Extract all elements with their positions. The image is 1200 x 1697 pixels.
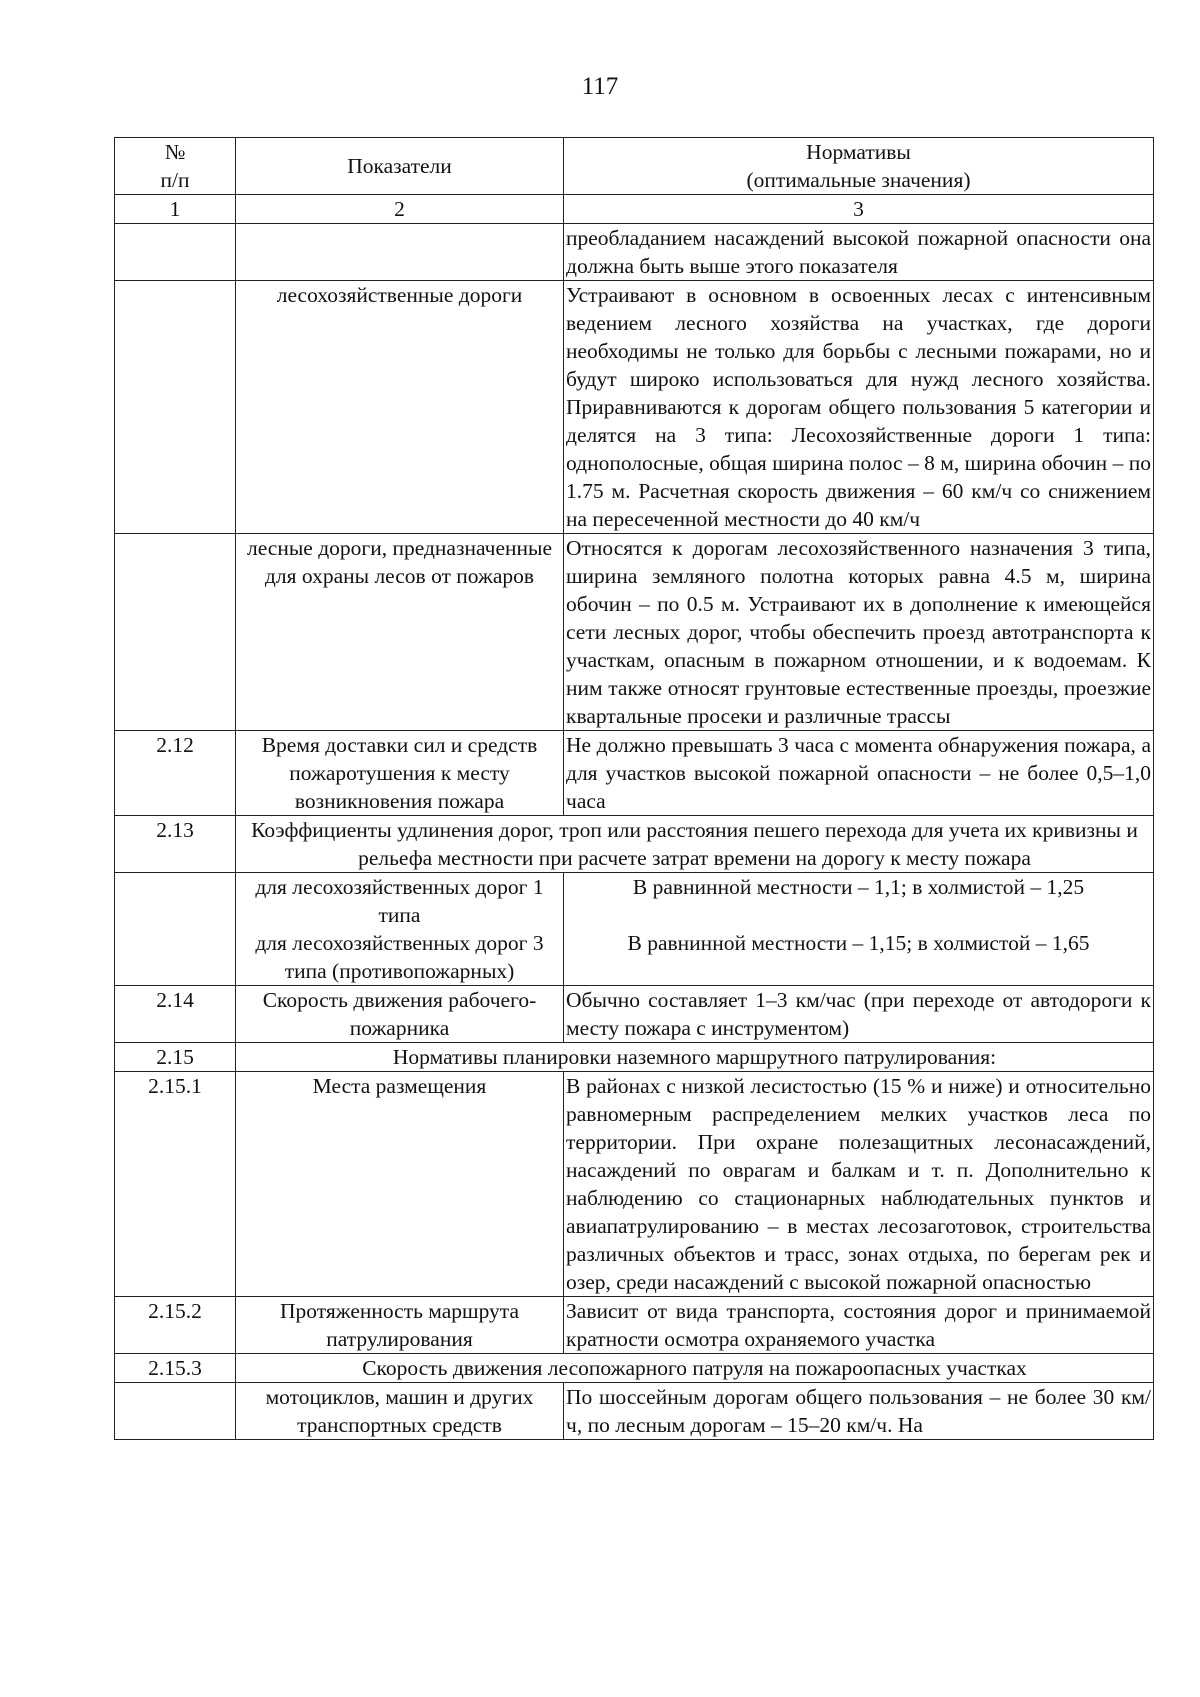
indicator-part: для лесохозяйственных дорог 3 типа (противопожарных) — [255, 931, 544, 983]
row-norm: По шоссейным дорогам общего пользования – не более 30 км/ч, по лесным дорогам – 15–20 км/ч. На — [564, 1383, 1154, 1440]
row-indicator: лесохозяйственные дороги — [236, 281, 564, 534]
table-row — [115, 873, 1154, 986]
table-row — [115, 224, 1154, 281]
row-number: 2.14 — [115, 986, 236, 1043]
table-header — [115, 138, 1154, 224]
column-number: 2 — [236, 195, 564, 224]
column-number: 3 — [564, 195, 1154, 224]
row-span-heading: Нормативы планировки наземного маршрутного патрулирования: — [236, 1043, 1154, 1072]
table-row — [115, 731, 1154, 816]
header-indicators: Показатели — [236, 138, 564, 195]
column-number-row — [115, 195, 1154, 224]
table-row — [115, 1383, 1154, 1440]
table-row — [115, 1297, 1154, 1354]
table-row — [115, 816, 1154, 873]
row-indicator: Места размещения — [236, 1072, 564, 1297]
row-number: 2.15 — [115, 1043, 236, 1072]
norm-part: В равнинной местности – 1,1; в холмистой – 1,25 — [632, 875, 1085, 899]
row-number — [115, 1383, 236, 1440]
row-number: 2.13 — [115, 816, 236, 873]
row-norm: преобладанием насаждений высокой пожарной опасности она должна быть выше этого показателя — [564, 224, 1154, 281]
row-span-heading: Коэффициенты удлинения дорог, троп или расстояния пешего перехода для учета их кривизны и рельефа местности при расчете затрат времени на дорогу к месту пожара — [236, 816, 1154, 873]
row-indicator: Время доставки сил и средств пожаротушения к месту возникновения пожара — [236, 731, 564, 816]
table-row — [115, 281, 1154, 534]
indicator-part: для лесохозяйственных дорог 1 типа — [255, 875, 544, 927]
row-number: 2.15.3 — [115, 1354, 236, 1383]
row-indicator: Протяженность маршрута патрулирования — [236, 1297, 564, 1354]
column-number: 1 — [115, 195, 236, 224]
row-number: 2.15.2 — [115, 1297, 236, 1354]
header-norms: Нормативы (оптимальные значения) — [564, 138, 1154, 195]
row-norm — [564, 873, 1154, 986]
row-indicator — [236, 224, 564, 281]
row-norm: Обычно составляет 1–3 км/час (при переходе от автодороги к месту пожара с инструментом) — [564, 986, 1154, 1043]
row-norm: Устраивают в основном в освоенных лесах с интенсивным ведением лесного хозяйства на участках, где дороги необходимы не только для борьбы с лесными пожарами, но и будут широко использоваться для нужд лесного хозяйства. Приравниваются к дорогам общего пользования 5 категории и делятся на 3 типа: Лесохозяйственные дороги 1 типа: однополосные, общая ширина полос – 8 м, ширина обочин – по 1.75 м. Расчетная скорость движения – 60 км/ч со снижением на пересеченной местности до 40 км/ч — [564, 281, 1154, 534]
row-norm: Не должно превышать 3 часа с момента обнаружения пожара, а для участков высокой пожарной опасности – не более 0,5–1,0 часа — [564, 731, 1154, 816]
table-row — [115, 986, 1154, 1043]
row-number — [115, 534, 236, 731]
row-number: 2.15.1 — [115, 1072, 236, 1297]
row-indicator: Скорость движения рабочего-пожарника — [236, 986, 564, 1043]
row-number — [115, 873, 236, 986]
row-number — [115, 224, 236, 281]
row-norm: Зависит от вида транспорта, состояния дорог и принимаемой кратности осмотра охраняемого участка — [564, 1297, 1154, 1354]
table-row — [115, 534, 1154, 731]
row-number: 2.12 — [115, 731, 236, 816]
row-norm: В районах с низкой лесистостью (15 % и ниже) и относительно равномерным распределением мелких участков леса по территории. При охране полезащитных лесонасаждений, насаждений по оврагам и балкам и т. п. Дополнительно к наблюдению со стационарных наблюдательных пунктов и авиапатрулированию – в местах лесозаготовок, строительства различных объектов и трасс, зонах отдыха, по берегам рек и озер, среди насаждений с высокой пожарной опасностью — [564, 1072, 1154, 1297]
row-indicator — [236, 873, 564, 986]
table-row — [115, 1043, 1154, 1072]
norms-table — [114, 137, 1154, 1440]
row-norm: Относятся к дорогам лесохозяйственного назначения 3 типа, ширина земляного полотна которых равна 4.5 м, ширина обочин – по 0.5 м. Устраивают их в дополнение к имеющейся сети лесных дорог, чтобы обеспечить проезд автотранспорта к участкам, опасным в пожарном отношении, и к водоемам. К ним также относят грунтовые естественные проезды, проезжие квартальные просеки и различные трассы — [564, 534, 1154, 731]
header-number: № п/п — [115, 138, 236, 195]
header-row — [115, 138, 1154, 195]
row-indicator: лесные дороги, предназначенные для охраны лесов от пожаров — [236, 534, 564, 731]
table-row — [115, 1354, 1154, 1383]
page-number: 117 — [581, 73, 619, 100]
norm-part: В равнинной местности – 1,15; в холмистой – 1,65 — [627, 931, 1090, 955]
row-indicator: мотоциклов, машин и других транспортных средств — [236, 1383, 564, 1440]
row-number — [115, 281, 236, 534]
row-span-heading: Скорость движения лесопожарного патруля на пожароопасных участках — [236, 1354, 1154, 1383]
table-row — [115, 1072, 1154, 1297]
